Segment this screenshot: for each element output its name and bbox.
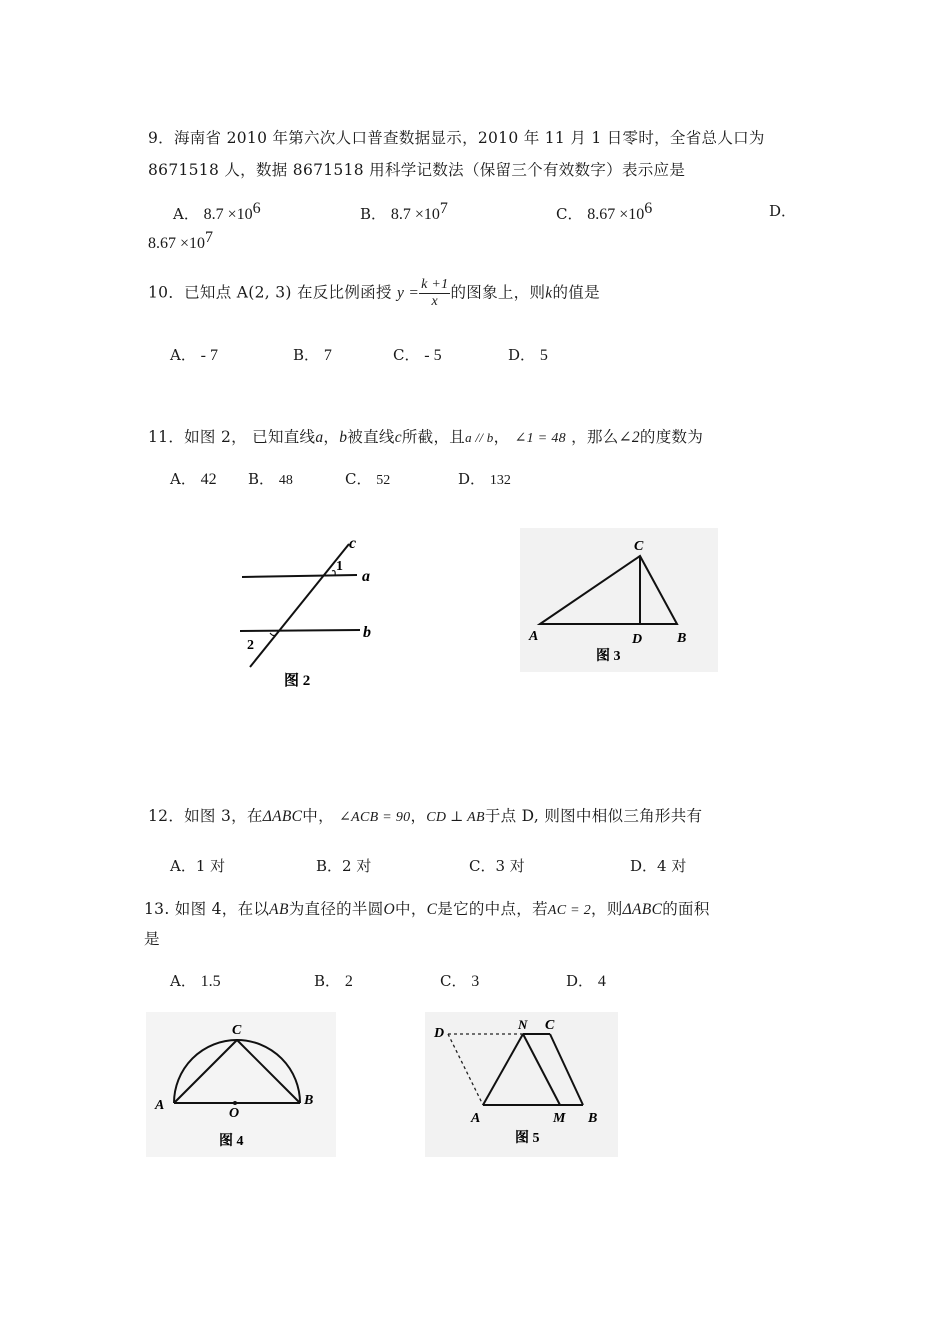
label-M: M [553,1111,566,1126]
label-D: D [434,1026,445,1041]
semicircle-o [174,1040,300,1103]
q11-stem: 11．如图 2， 已知直线a，b被直线c所截，且a // b， ∠1 = 48 ，那么∠2的度数为 [148,428,704,446]
q9-line2: 8671518 人，数据 8671518 用科学记数法（保留三个有效数字）表示应是 [148,161,686,179]
q10-option-b: B． 7 [293,346,332,364]
q12-stem: 12．如图 3，在ΔABC中， ∠ACB = 90，CD ⊥ AB于点 D, 则图中相似三角形共有 [148,807,703,825]
q10-option-c: C． - 5 [393,346,442,364]
q11-option-c: C． 52 [345,470,391,488]
caption-fig-3: 图 3 [596,649,621,664]
caption-fig-2: 图 2 [284,673,311,689]
line-a [242,575,357,577]
q13-line1: 13. 如图 4，在以AB为直径的半圆O中，C是它的中点，若AC = 2，则ΔABC的面积 [144,900,710,918]
label-D: D [632,632,643,647]
q12-option-a: A．1 对 [170,857,226,875]
q10-option-d: D． 5 [508,346,548,364]
dashed-segment-da [448,1034,483,1105]
label-O: O [229,1106,240,1121]
q9-option-d-label: D． [769,202,797,220]
q13-option-a: A． 1.5 [170,972,221,990]
label-C: C [634,539,644,554]
figure-4 [146,1012,336,1157]
figure-2 [232,530,382,695]
caption-fig-5: 图 5 [515,1131,540,1146]
label-b: b [363,624,371,641]
label-angle-1: 1 [336,559,343,574]
center-point-o [233,1101,237,1105]
label-angle-2: 2 [247,638,254,653]
q12-option-c: C．3 对 [469,857,525,875]
label-C: C [232,1023,242,1038]
caption-fig-4: 图 4 [219,1134,244,1149]
q13-option-d: D． 4 [566,972,606,990]
q13-option-b: B． 2 [314,972,353,990]
q9-line1: 9．海南省 2010 年第六次人口普查数据显示，2010 年 11 月 1 日零时，全省总人口为 [148,129,765,147]
q11-option-d: D． 132 [458,470,511,488]
q13-option-c: C． 3 [440,972,480,990]
q10-fraction: $\frac{k +1}{x}$ [421,277,449,309]
label-B: B [588,1111,598,1126]
q12-option-b: B．2 对 [316,857,372,875]
label-A: A [155,1098,165,1113]
line-b [240,630,360,631]
figure-5 [425,1012,618,1157]
q10-stem: 10．已知点 A(2, 3) 在反比例函授 y = $\frac{k +1}{x}$ 的图象上，则k的值是 [148,277,600,309]
label-C: C [545,1018,555,1033]
q13-line2: 是 [144,930,160,948]
label-B: B [677,631,687,646]
q11-option-a: A． 42 [170,470,217,488]
figure-3 [520,528,718,672]
q10-option-a: A． - 7 [170,346,218,364]
label-B: B [304,1093,314,1108]
q9-option-b: B． $8.7 \times 10^7$ [360,200,448,223]
q9-option-c: C． $8.67 \times 10^6$ [556,200,653,223]
label-A: A [471,1111,481,1126]
q9-option-a: A． $8.7 \times 10^6$ [173,200,261,223]
segment-bc [237,1040,300,1103]
line-c [250,544,349,667]
segment-ac [174,1040,237,1103]
label-N: N [518,1017,528,1032]
label-A: A [529,629,539,644]
label-c: c [349,535,357,552]
triangle-abc [540,556,677,624]
q12-option-d: D．4 对 [630,857,687,875]
q9-option-d: $8.67 \times 10^7$ [148,229,214,252]
label-a: a [362,568,370,585]
segment-an [483,1034,523,1105]
q11-option-b: B． 48 [248,470,293,488]
